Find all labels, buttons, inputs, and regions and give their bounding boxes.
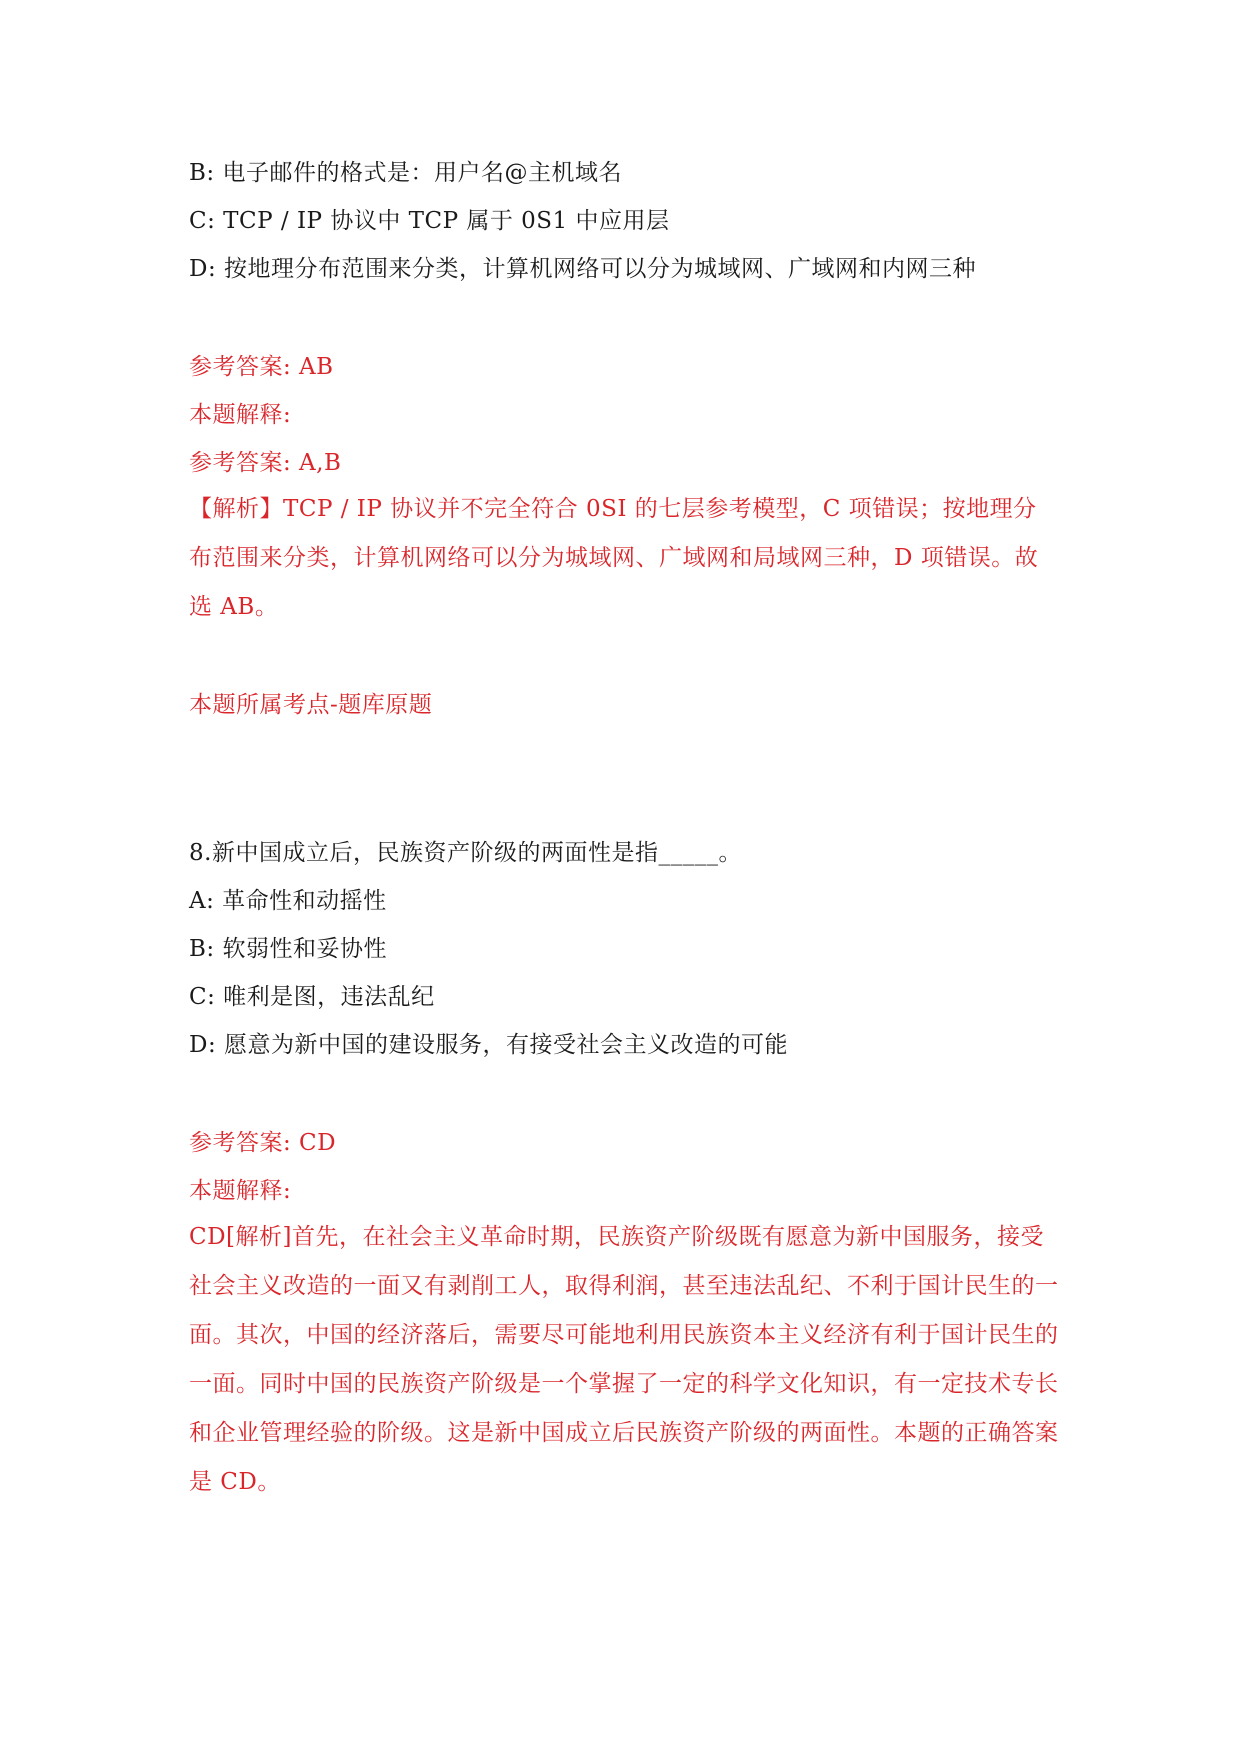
q8-answer: 参考答案: CD (189, 1130, 337, 1156)
q7-analysis-text: TCP / IP 协议并不完全符合 0SI 的七层参考模型，C 项错误；按地理分布范围来分类，计算机网络可以分为城域网、广域网和局域网三种，D 项错误。故选 AB。 (189, 496, 1039, 620)
q8-option-a: A: 革命性和动摇性 (189, 888, 387, 914)
q7-option-b: B: 电子邮件的格式是：用户名@主机域名 (189, 160, 622, 186)
q8-explain-label: 本题解释: (189, 1178, 292, 1204)
q8-option-c: C: 唯利是图，违法乱纪 (189, 984, 435, 1010)
q7-answer-repeat: 参考答案: A,B (189, 450, 342, 476)
q8-question: 8.新中国成立后，民族资产阶级的两面性是指_____。 (189, 840, 742, 866)
q7-topic: 本题所属考点-题库原题 (189, 692, 433, 718)
q7-answer: 参考答案: AB (189, 354, 334, 380)
q7-option-c: C: TCP / IP 协议中 TCP 属于 0S1 中应用层 (189, 208, 670, 234)
q7-analysis (189, 485, 1059, 632)
q7-analysis-tag: 【解析】 (189, 496, 283, 522)
q8-analysis: CD[解析]首先，在社会主义革命时期，民族资产阶级既有愿意为新中国服务，接受社会主义改造的一面又有剥削工人，取得利润，甚至违法乱纪、不利于国计民生的一面。其次，中国的经济落后，需要尽可能地利用民族资本主义经济有利于国计民生的一面。同时中国的民族资产阶级是一个掌握了一定的科学文化知识，有一定技术专长和企业管理经验的阶级。这是新中国成立后民族资产阶级的两面性。本题的正确答案是 CD。 (189, 1224, 1059, 1495)
q7-explain-label: 本题解释: (189, 402, 292, 428)
q8-option-d: D: 愿意为新中国的建设服务，有接受社会主义改造的可能 (189, 1032, 789, 1058)
q7-option-d: D: 按地理分布范围来分类，计算机网络可以分为城域网、广域网和内网三种 (189, 256, 977, 282)
q8-option-b: B: 软弱性和妥协性 (189, 936, 387, 962)
